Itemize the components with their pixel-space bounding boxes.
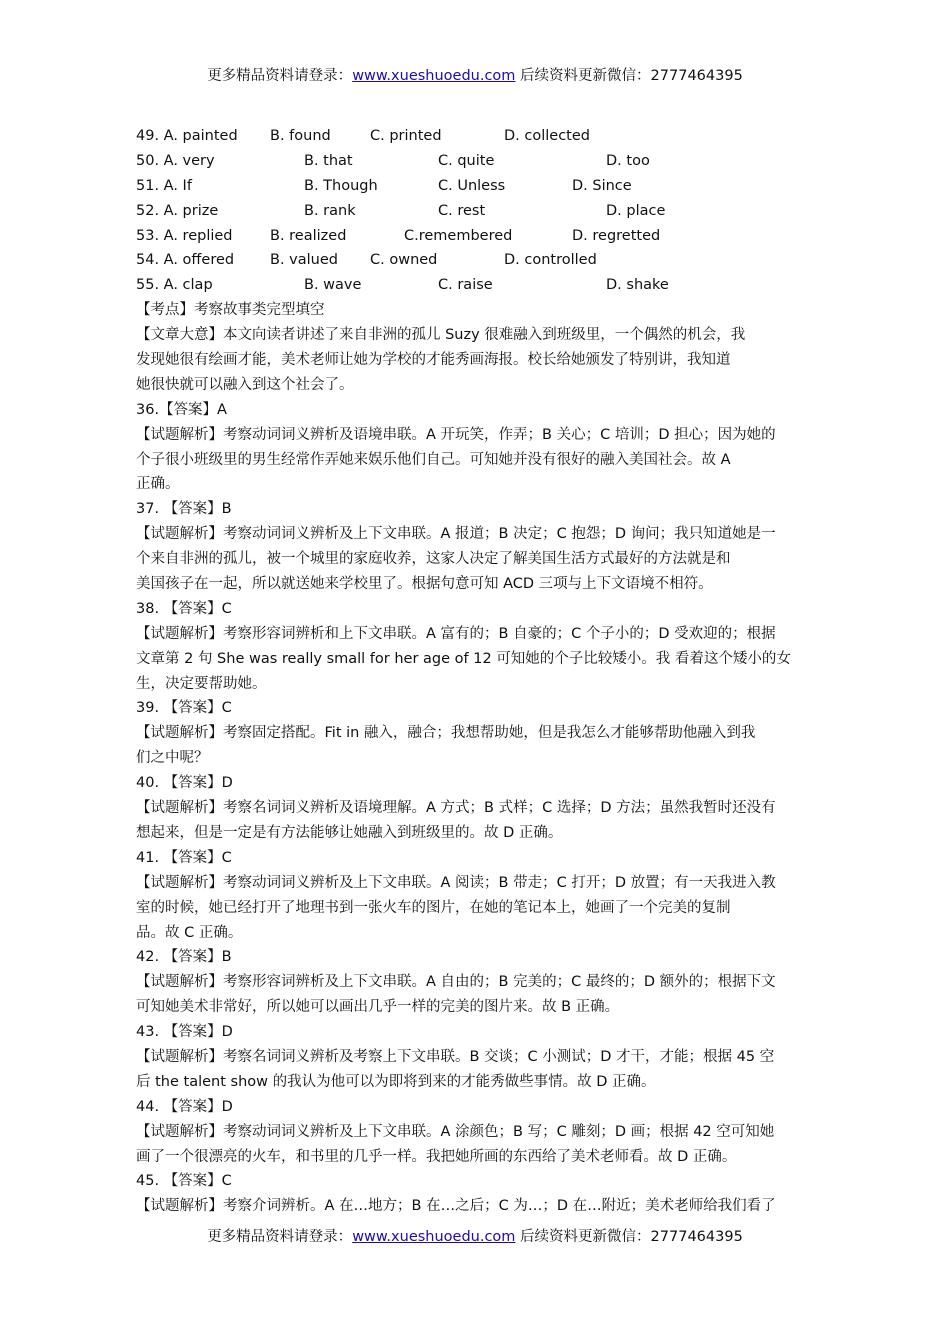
option-row bbox=[136, 149, 816, 174]
text-line: 品。故 C 正确。 bbox=[136, 924, 243, 941]
option-c: C. raise bbox=[438, 277, 493, 294]
option-d: D. place bbox=[606, 202, 666, 219]
option-row bbox=[136, 199, 816, 224]
text-line: 后 the talent show 的我认为他可以为即将到来的才能秀做些事情。故 D 正确。 bbox=[136, 1073, 656, 1090]
text-line: 43. 【答案】D bbox=[136, 1024, 233, 1041]
option-row bbox=[136, 224, 816, 249]
text-line: 【试题解析】考察介词辨析。A 在…地方；B 在…之后；C 为…；D 在…附近；美术老师给我们看了 bbox=[136, 1198, 776, 1215]
footer-banner bbox=[0, 1227, 950, 1247]
option-d: D. Since bbox=[572, 177, 632, 194]
text-line: 正确。 bbox=[136, 476, 180, 493]
document-body bbox=[136, 124, 816, 1219]
text-line: 39. 【答案】C bbox=[136, 700, 232, 717]
header-banner bbox=[0, 66, 950, 86]
text-line: 【试题解析】考察固定搭配。Fit in 融入，融合；我想帮助她，但是我怎么才能够帮助他融入到我 bbox=[136, 725, 756, 742]
option-b: B. that bbox=[304, 152, 353, 169]
option-b: B. wave bbox=[304, 277, 362, 294]
text-line: 45. 【答案】C bbox=[136, 1173, 232, 1190]
text-line: 【试题解析】考察动词词义辨析及语境串联。A 开玩笑，作弄；B 关心；C 培训；D 担心；因为她的 bbox=[136, 426, 776, 443]
text-line: 室的时候，她已经打开了地理书到一张火车的图片，在她的笔记本上，她画了一个完美的复制 bbox=[136, 899, 731, 916]
text-line: 【文章大意】本文向读者讲述了来自非洲的孤儿 Suzy 很难融入到班级里，一个偶然的机会，我 bbox=[136, 327, 746, 344]
option-row bbox=[136, 248, 816, 273]
option-c: C. rest bbox=[438, 202, 486, 219]
footer-banner-suffix: 后续资料更新微信：2777464395 bbox=[515, 1229, 743, 1245]
text-line: 【试题解析】考察形容词辨析和上下文串联。A 富有的；B 自豪的；C 个子小的；D 受欢迎的；根据 bbox=[136, 625, 776, 642]
answer-options bbox=[136, 124, 816, 298]
option-a: 54. A. offered bbox=[136, 252, 235, 269]
option-b: B. found bbox=[270, 128, 331, 144]
option-b: B. Though bbox=[304, 177, 378, 194]
option-row bbox=[136, 174, 816, 199]
text-line: 可知她美术非常好，所以她可以画出几乎一样的完美的图片来。故 B 正确。 bbox=[136, 999, 620, 1016]
text-line: 个子很小班级里的男生经常作弄她来娱乐他们自己。可知她并没有很好的融入美国社会。故 A bbox=[136, 451, 731, 468]
text-line: 个来自非洲的孤儿，被一个城里的家庭收养，这家人决定了解美国生活方式最好的方法就是和 bbox=[136, 551, 731, 568]
text-line: 【试题解析】考察动词词义辨析及上下文串联。A 报道；B 决定；C 抱怨；D 询问；我只知道她是一 bbox=[136, 526, 776, 543]
option-b: B. valued bbox=[270, 252, 338, 269]
text-line: 【考点】考察故事类完型填空 bbox=[136, 302, 325, 319]
text-line: 想起来，但是一定是有方法能够让她融入到班级里的。故 D 正确。 bbox=[136, 824, 563, 841]
text-line: 42. 【答案】B bbox=[136, 949, 232, 966]
option-d: D. controlled bbox=[504, 252, 597, 269]
text-line: 【试题解析】考察名词词义辨析及考察上下文串联。B 交谈；C 小测试；D 才干，才能；根据 45 空 bbox=[136, 1048, 775, 1065]
text-line: 【试题解析】考察形容词辨析及上下文串联。A 自由的；B 完美的；C 最终的；D 额外的；根据下文 bbox=[136, 974, 776, 991]
option-row bbox=[136, 273, 816, 298]
option-a: 51. A. If bbox=[136, 177, 192, 194]
header-website-link[interactable]: www.xueshuoedu.com bbox=[352, 68, 516, 84]
option-c: C. owned bbox=[370, 252, 438, 269]
footer-website-link[interactable]: www.xueshuoedu.com bbox=[352, 1229, 516, 1245]
option-a: 53. A. replied bbox=[136, 227, 233, 244]
option-d: D. shake bbox=[606, 277, 669, 294]
text-line: 【试题解析】考察动词词义辨析及上下文串联。A 阅读；B 带走；C 打开；D 放置；有一天我进入教 bbox=[136, 874, 776, 891]
text-line: 38. 【答案】C bbox=[136, 600, 232, 617]
text-line: 37. 【答案】B bbox=[136, 501, 232, 518]
option-row bbox=[136, 124, 816, 149]
option-b: B. rank bbox=[304, 202, 356, 219]
option-a: 55. A. clap bbox=[136, 277, 213, 294]
text-line: 美国孩子在一起，所以就送她来学校里了。根据句意可知 ACD 三项与上下文语境不相符。 bbox=[136, 576, 713, 593]
text-line: 【试题解析】考察名词词义辨析及语境理解。A 方式；B 式样；C 选择；D 方法；虽然我暂时还没有 bbox=[136, 800, 776, 817]
option-c: C. quite bbox=[438, 152, 495, 169]
option-b: B. realized bbox=[270, 227, 347, 244]
header-banner-suffix: 后续资料更新微信：2777464395 bbox=[515, 68, 743, 84]
text-line: 文章第 2 句 She was really small for her age of 12 可知她的个子比较矮小。我 看着这个矮小的女 bbox=[136, 650, 791, 667]
option-a: 50. A. very bbox=[136, 152, 215, 169]
answer-explanations bbox=[136, 298, 816, 1219]
option-c: C.remembered bbox=[404, 227, 513, 244]
option-d: D. regretted bbox=[572, 227, 661, 244]
text-line: 发现她很有绘画才能，美术老师让她为学校的才能秀画海报。校长给她颁发了特别讲，我知道 bbox=[136, 352, 731, 369]
text-line: 她很快就可以融入到这个社会了。 bbox=[136, 376, 354, 393]
option-d: D. too bbox=[606, 152, 650, 169]
footer-banner-prefix: 更多精品资料请登录： bbox=[207, 1229, 353, 1245]
text-line: 40. 【答案】D bbox=[136, 775, 233, 792]
text-line: 44. 【答案】D bbox=[136, 1098, 233, 1115]
option-d: D. collected bbox=[504, 128, 590, 144]
text-line: 36.【答案】A bbox=[136, 401, 227, 418]
text-line: 画了一个很漂亮的火车，和书里的几乎一样。我把她所画的东西给了美术老师看。故 D 正确。 bbox=[136, 1148, 737, 1165]
option-a: 52. A. prize bbox=[136, 202, 219, 219]
text-line: 生，决定要帮助她。 bbox=[136, 675, 267, 692]
text-line: 们之中呢？ bbox=[136, 750, 209, 767]
text-line: 41. 【答案】C bbox=[136, 849, 232, 866]
option-c: C. Unless bbox=[438, 177, 506, 194]
header-banner-prefix: 更多精品资料请登录： bbox=[207, 68, 353, 84]
option-a: 49. A. painted bbox=[136, 128, 238, 144]
option-c: C. printed bbox=[370, 128, 442, 144]
text-line: 【试题解析】考察动词词义辨析及上下文串联。A 涂颜色；B 写；C 雕刻；D 画；根据 42 空可知她 bbox=[136, 1123, 775, 1140]
